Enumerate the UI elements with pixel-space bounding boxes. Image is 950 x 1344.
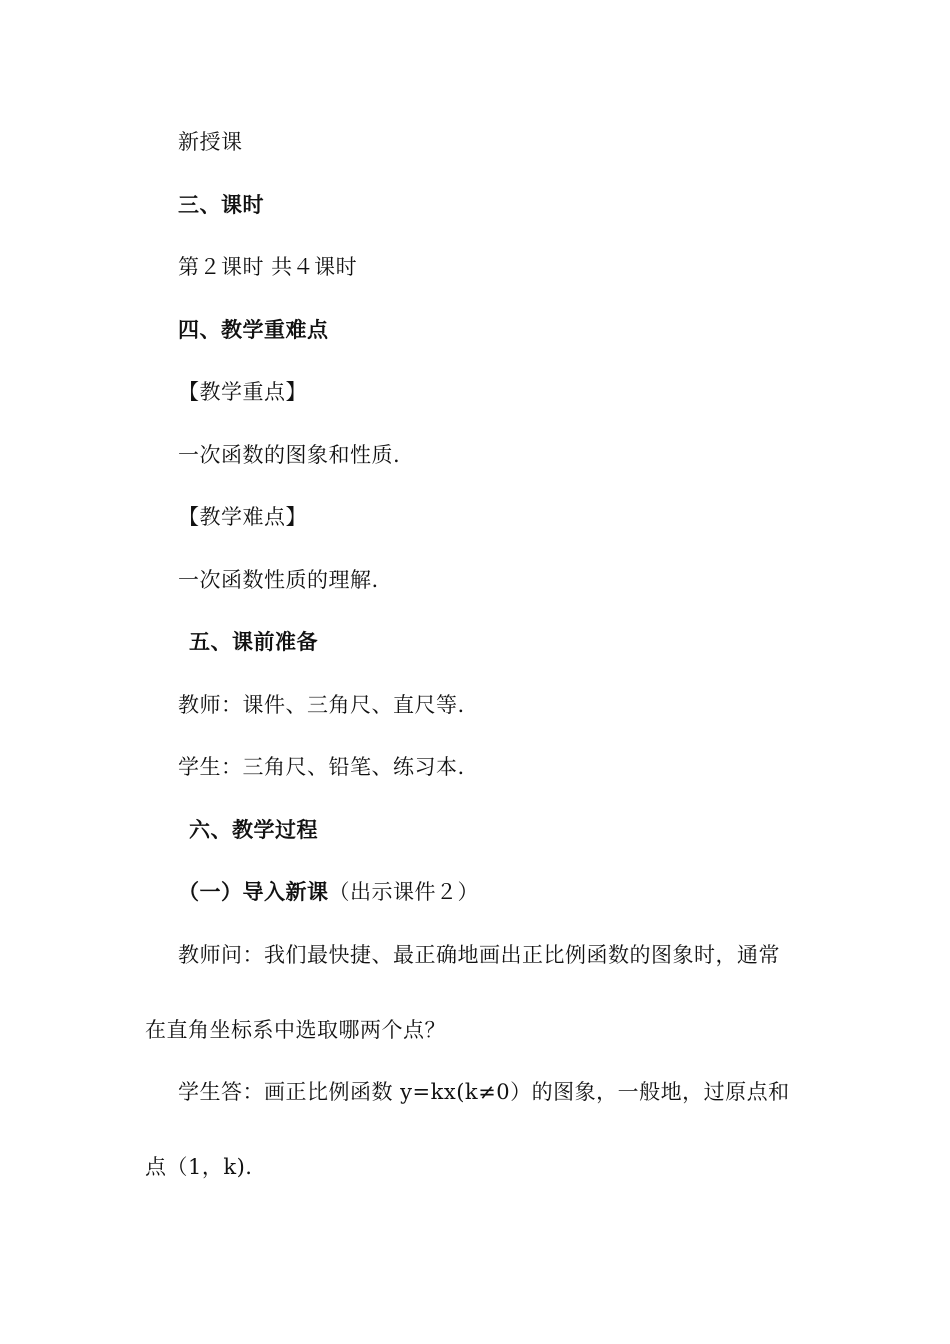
- section-5-heading: 五、课前准备: [189, 629, 318, 654]
- student-preparation: 学生：三角尺、铅笔、练习本.: [178, 755, 465, 779]
- key-points-label: 【教学重点】: [178, 380, 307, 404]
- student-answer-line-1: 学生答：画正比例函数 y=kx(k≠0）的图象，一般地，过原点和: [178, 1080, 790, 1104]
- student-answer-line-2: 点（1，k).: [145, 1155, 253, 1179]
- subsection-title: （一）导入新课: [178, 879, 329, 904]
- difficulty-label: 【教学难点】: [178, 505, 307, 529]
- section-6-heading: 六、教学过程: [189, 817, 318, 842]
- teacher-preparation: 教师：课件、三角尺、直尺等.: [178, 693, 465, 717]
- subsection-note: （出示课件２）: [328, 880, 479, 904]
- lesson-type: 新授课: [178, 130, 243, 154]
- difficulty-text: 一次函数性质的理解.: [178, 568, 379, 592]
- subsection-heading: [178, 878, 479, 906]
- key-points-text: 一次函数的图象和性质.: [178, 443, 401, 467]
- teacher-question-line-2: 在直角坐标系中选取哪两个点？: [145, 1018, 446, 1042]
- class-hours-text: 第２课时 共４课时: [178, 255, 358, 279]
- section-4-heading: 四、教学重难点: [178, 317, 329, 342]
- teacher-question-line-1: 教师问：我们最快捷、最正确地画出正比例函数的图象时，通常: [178, 943, 780, 967]
- section-3-heading: 三、课时: [178, 192, 264, 217]
